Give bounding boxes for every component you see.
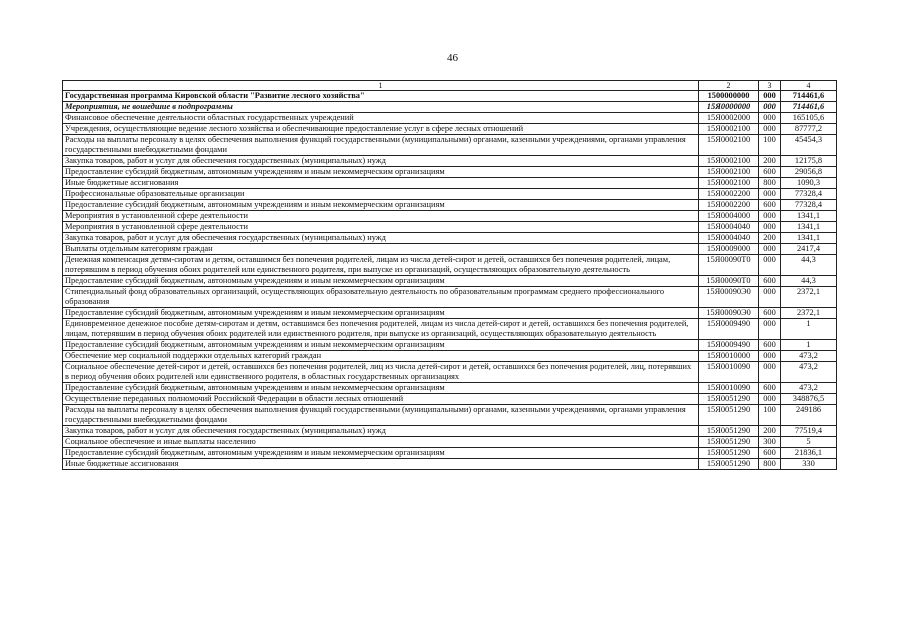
row-code: 15Я0009490 [699,340,759,351]
row-name: Иные бюджетные ассигнования [63,459,699,470]
row-expense-type: 100 [759,405,781,426]
row-code: 15Я0004000 [699,211,759,222]
row-expense-type: 000 [759,362,781,383]
row-amount: 348876,5 [781,394,837,405]
table-row [63,426,837,437]
row-expense-type: 200 [759,156,781,167]
row-code: 15Я0009000 [699,244,759,255]
row-name: Иные бюджетные ассигнования [63,178,699,189]
row-amount: 77328,4 [781,200,837,211]
row-code: 15Я0002100 [699,156,759,167]
table-row [63,351,837,362]
table-row [63,383,837,394]
row-name: Социальное обеспечение детей-сирот и детей, оставшихся без попечения родителей, лиц из числа детей-сирот и детей, оставшихся без попечения родителей, лиц, потерявших в период обучения обоих родителей или единственного родителя, в областных государственных организациях [63,362,699,383]
row-expense-type: 000 [759,91,781,102]
row-amount: 249186 [781,405,837,426]
row-name: Предоставление субсидий бюджетным, автономным учреждениям и иным некоммерческим организациям [63,167,699,178]
row-expense-type: 000 [759,244,781,255]
row-amount: 1 [781,340,837,351]
row-name: Расходы на выплаты персоналу в целях обеспечения выполнения функций государственными (муниципальными) органами, казенными учреждениями, органами управления государственными внебюджетными фондами [63,405,699,426]
column-number-2: 2 [699,81,759,91]
row-code: 15Я0051290 [699,437,759,448]
row-code: 15Я00090Э0 [699,308,759,319]
row-code: 15Я0051290 [699,405,759,426]
row-name: Предоставление субсидий бюджетным, автономным учреждениям и иным некоммерческим организациям [63,448,699,459]
row-code: 15Я0051290 [699,448,759,459]
row-name: Социальное обеспечение и иные выплаты населению [63,437,699,448]
row-code: 15Я0002100 [699,124,759,135]
table-row [63,319,837,340]
row-amount: 44,3 [781,276,837,287]
row-amount: 77519,4 [781,426,837,437]
row-name: Закупка товаров, работ и услуг для обеспечения государственных (муниципальных) нужд [63,426,699,437]
table-row [63,394,837,405]
table-row [63,233,837,244]
row-amount: 714461,6 [781,91,837,102]
row-code: 15Я0004040 [699,233,759,244]
row-code: 15Я0051290 [699,394,759,405]
row-expense-type: 000 [759,351,781,362]
table-row [63,156,837,167]
row-name: Единовременное денежное пособие детям-сиротам и детям, оставшимся без попечения родителей, лицам из числа детей-сирот и детей, оставшихся без попечения родителей, лицам, потерявшим в период обучения обоих родителей или единственного родителя, при выпуске из организаций, осуществляющих образовательную деятельность [63,319,699,340]
row-expense-type: 600 [759,276,781,287]
row-amount: 29056,8 [781,167,837,178]
row-code: 15Я0002200 [699,189,759,200]
row-amount: 473,2 [781,362,837,383]
table-row [63,102,837,113]
row-name: Закупка товаров, работ и услуг для обеспечения государственных (муниципальных) нужд [63,156,699,167]
row-code: 15Я00090Т0 [699,276,759,287]
row-expense-type: 000 [759,287,781,308]
row-name: Профессиональные образовательные организации [63,189,699,200]
row-code: 15Я0002100 [699,178,759,189]
row-amount: 1341,1 [781,233,837,244]
row-name: Предоставление субсидий бюджетным, автономным учреждениям и иным некоммерческим организациям [63,340,699,351]
column-number-4: 4 [781,81,837,91]
row-amount: 77328,4 [781,189,837,200]
row-name: Расходы на выплаты персоналу в целях обеспечения выполнения функций государственными (муниципальными) органами, казенными учреждениями, органами управления государственными внебюджетными фондами [63,135,699,156]
table-row [63,244,837,255]
table-row [63,255,837,276]
table-row [63,113,837,124]
row-code: 15Я0000000 [699,102,759,113]
row-name: Выплаты отдельным категориям граждан [63,244,699,255]
table-row [63,200,837,211]
column-number-row [63,81,837,91]
row-expense-type: 600 [759,448,781,459]
row-name: Обеспечение мер социальной поддержки отдельных категорий граждан [63,351,699,362]
row-name: Предоставление субсидий бюджетным, автономным учреждениям и иным некоммерческим организациям [63,383,699,394]
row-name: Предоставление субсидий бюджетным, автономным учреждениям и иным некоммерческим организациям [63,308,699,319]
row-amount: 1341,1 [781,222,837,233]
row-amount: 1341,1 [781,211,837,222]
row-amount: 1090,3 [781,178,837,189]
row-amount: 473,2 [781,383,837,394]
row-amount: 2417,4 [781,244,837,255]
row-name: Государственная программа Кировской области "Развитие лесного хозяйства" [63,91,699,102]
table-row [63,211,837,222]
row-code: 15Я0009490 [699,319,759,340]
row-name: Закупка товаров, работ и услуг для обеспечения государственных (муниципальных) нужд [63,233,699,244]
table-row [63,135,837,156]
table-row [63,340,837,351]
row-amount: 714461,6 [781,102,837,113]
table-row [63,459,837,470]
row-amount: 87777,2 [781,124,837,135]
row-expense-type: 600 [759,340,781,351]
row-code: 15Я0010090 [699,383,759,394]
row-name: Учреждения, осуществляющие ведение лесного хозяйства и обеспечивающие предоставление услуг в сфере лесных отношений [63,124,699,135]
row-code: 15Я00090Т0 [699,255,759,276]
table-row [63,276,837,287]
row-name: Стипендиальный фонд образовательных организаций, осуществляющих образовательную деятельность по образовательным программам среднего профессионального образования [63,287,699,308]
row-expense-type: 000 [759,319,781,340]
table-body [63,91,837,470]
table-row [63,405,837,426]
row-name: Мероприятия, не вошедшие в подпрограммы [63,102,699,113]
row-expense-type: 300 [759,437,781,448]
row-expense-type: 000 [759,113,781,124]
row-name: Финансовое обеспечение деятельности областных государственных учреждений [63,113,699,124]
table-row [63,362,837,383]
page-number: 46 [447,52,458,64]
row-amount: 12175,8 [781,156,837,167]
row-name: Мероприятия в установленной сфере деятельности [63,211,699,222]
table-row [63,437,837,448]
table-row [63,167,837,178]
row-name: Предоставление субсидий бюджетным, автономным учреждениям и иным некоммерческим организациям [63,276,699,287]
row-expense-type: 000 [759,189,781,200]
row-code: 15Я0002100 [699,167,759,178]
row-expense-type: 000 [759,124,781,135]
row-expense-type: 600 [759,167,781,178]
budget-table [62,80,837,470]
row-code: 15Я0051290 [699,426,759,437]
row-code: 15Я00090Э0 [699,287,759,308]
column-number-3: 3 [759,81,781,91]
row-expense-type: 100 [759,135,781,156]
table-row [63,178,837,189]
table-row [63,189,837,200]
row-expense-type: 000 [759,255,781,276]
row-amount: 44,3 [781,255,837,276]
row-code: 15Я0004040 [699,222,759,233]
row-expense-type: 600 [759,383,781,394]
table-row [63,124,837,135]
row-code: 15Я0002000 [699,113,759,124]
row-code: 15Я0010090 [699,362,759,383]
row-amount: 473,2 [781,351,837,362]
row-expense-type: 200 [759,426,781,437]
row-amount: 330 [781,459,837,470]
row-amount: 165105,6 [781,113,837,124]
row-expense-type: 800 [759,459,781,470]
row-amount: 1 [781,319,837,340]
row-expense-type: 000 [759,211,781,222]
row-name: Осуществление переданных полномочий Российской Федерации в области лесных отношений [63,394,699,405]
row-name: Денежная компенсация детям-сиротам и детям, оставшимся без попечения родителей, лицам из числа детей-сирот и детей, оставшихся без попечения родителей, лицам, потерявшим в период обучения обоих родителей или единственного родителя, при выпуске из организаций, осуществляющих образовательную деятельность [63,255,699,276]
row-amount: 21836,1 [781,448,837,459]
row-expense-type: 200 [759,233,781,244]
row-code: 15Я0051290 [699,459,759,470]
row-expense-type: 800 [759,178,781,189]
table-row [63,91,837,102]
column-number-1: 1 [63,81,699,91]
row-name: Мероприятия в установленной сфере деятельности [63,222,699,233]
row-expense-type: 000 [759,222,781,233]
table-row [63,222,837,233]
row-amount: 45454,3 [781,135,837,156]
row-code: 15Я0010000 [699,351,759,362]
row-amount: 2372,1 [781,287,837,308]
row-code: 15Я0002200 [699,200,759,211]
row-amount: 5 [781,437,837,448]
row-code: 1500000000 [699,91,759,102]
table-row [63,448,837,459]
table-row [63,308,837,319]
row-expense-type: 600 [759,200,781,211]
row-expense-type: 600 [759,308,781,319]
row-amount: 2372,1 [781,308,837,319]
row-expense-type: 000 [759,394,781,405]
row-code: 15Я0002100 [699,135,759,156]
row-name: Предоставление субсидий бюджетным, автономным учреждениям и иным некоммерческим организациям [63,200,699,211]
table-row [63,287,837,308]
row-expense-type: 000 [759,102,781,113]
